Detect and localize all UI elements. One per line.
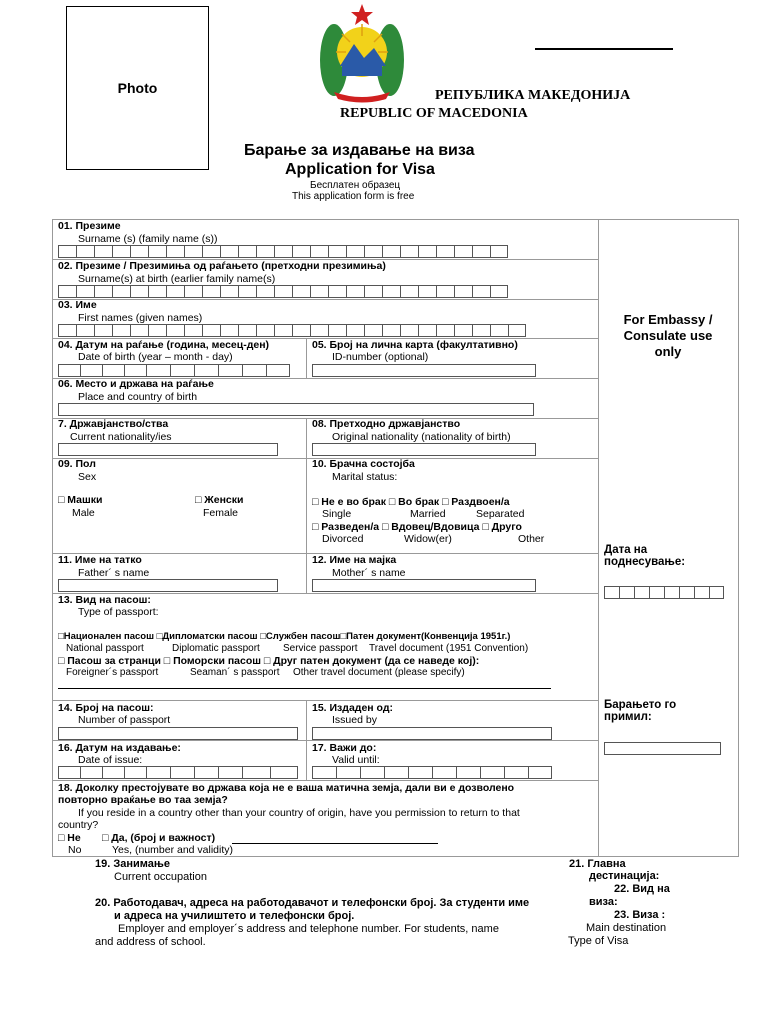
marital-status-row2-checkboxes[interactable]: □ Разведен/а □ Вдовец/Вдовица □ Друго — [312, 521, 522, 533]
coat-of-arms-emblem — [312, 2, 412, 106]
passport-service-label: Service passport — [283, 643, 358, 654]
return-permission-yes-checkbox[interactable]: □ Да, (број и важност) — [102, 832, 216, 844]
field-01-label: 01. Презиме — [58, 220, 121, 232]
place-of-birth-input[interactable] — [58, 403, 534, 416]
birth-surname-input-boxes[interactable] — [58, 285, 508, 298]
issued-by-input[interactable] — [312, 727, 552, 740]
field-20-label-line1: 20. Работодавач, адреса на работодавачот и телефонски број. За студенти име — [95, 897, 530, 909]
surname-input-boxes[interactable] — [58, 245, 508, 258]
marital-single-label: Single — [322, 508, 352, 520]
field-05-sublabel: ID-number (optional) — [332, 351, 429, 363]
passport-other-label: Other travel document (please specify) — [293, 667, 465, 678]
photo-box — [66, 6, 209, 170]
field-01-sublabel: Surname (s) (family name (s)) — [78, 233, 218, 245]
marital-separated-label: Separated — [476, 508, 525, 520]
field-20-sublabel-line1: Employer and employer´s address and telephone number. For students, name — [118, 923, 499, 935]
field-12-label: 12. Име на мајка — [312, 554, 397, 566]
field-07-sublabel: Current nationality/ies — [70, 431, 172, 443]
field-04-sublabel: Date of birth (year – month - day) — [78, 351, 233, 363]
field-19-sublabel: Current occupation — [114, 871, 207, 883]
field-16-sublabel: Date of issue: — [78, 754, 143, 766]
passport-diplomatic-label: Diplomatic passport — [172, 643, 260, 654]
marital-married-label: Married — [410, 508, 446, 520]
received-by-label: Барањето го примил: — [604, 699, 677, 723]
return-permission-yes-label: Yes, (number and validity) — [112, 844, 234, 856]
sex-male-checkbox[interactable]: □ Машки — [58, 494, 103, 506]
field-08-sublabel: Original nationality (nationality of birth) — [332, 431, 511, 443]
mother-name-input[interactable] — [312, 579, 536, 592]
current-nationality-input[interactable] — [58, 443, 278, 456]
marital-other-label: Other — [518, 533, 545, 545]
sex-female-label: Female — [203, 507, 239, 519]
country-name-mk: РЕПУБЛИКА МАКЕДОНИЈА — [435, 88, 631, 103]
date-of-issue-input-boxes[interactable] — [58, 766, 298, 779]
field-07-label: 7. Државјанство/ства — [58, 418, 169, 430]
field-21-label-line2: дестинација: — [589, 870, 660, 882]
return-permission-no-checkbox[interactable]: □ Не — [58, 832, 81, 844]
field-06-sublabel: Place and country of birth — [78, 391, 198, 403]
id-number-input[interactable] — [312, 364, 536, 377]
field-08-label: 08. Претходно државјанство — [312, 418, 461, 430]
field-22-label-line1: 22. Вид на — [614, 883, 670, 895]
signature-line — [535, 48, 673, 50]
field-18-label-line2: повторно враќање во таа земја? — [58, 794, 228, 806]
embassy-use-only-label: For Embassy / Consulate use only — [623, 312, 713, 359]
field-03-label: 03. Име — [58, 299, 97, 311]
field-22-sublabel: Type of Visa — [568, 935, 629, 947]
passport-type-row2-checkboxes[interactable]: □ Пасош за странци □ Поморски пасош □ Друг патен документ (да се наведе кој): — [58, 655, 480, 667]
free-note-mk: Бесплатен образец — [310, 180, 401, 191]
other-passport-specify-line[interactable] — [58, 688, 551, 689]
field-14-sublabel: Number of passport — [78, 714, 171, 726]
passport-foreigner-label: Foreigner´s passport — [66, 667, 159, 678]
field-20-label-line2: и адреса на училиштето и телефонски број. — [114, 910, 355, 922]
form-title-mk: Барање за издавање на виза — [244, 142, 475, 159]
sex-male-label: Male — [72, 507, 95, 519]
field-02-label: 02. Презиме / Презимиња од раѓањето (претходни презимиња) — [58, 260, 386, 272]
field-23-label: 23. Виза : — [614, 909, 666, 921]
field-22-label-line2: виза: — [589, 896, 618, 908]
submission-date-boxes[interactable] — [604, 586, 724, 599]
field-11-sublabel: Father´ s name — [78, 567, 150, 579]
first-names-input-boxes[interactable] — [58, 324, 526, 337]
passport-type-row1-checkboxes[interactable]: □Национален пасош □Дипломатски пасош □Службен пасош□Патен документ(Конвенција 1951г.) — [58, 631, 511, 642]
return-permission-no-label: No — [68, 844, 82, 856]
passport-national-label: National passport — [66, 643, 144, 654]
passport-seaman-label: Seaman´ s passport — [190, 667, 280, 678]
marital-divorced-label: Divorced — [322, 533, 364, 545]
field-05-label: 05. Број на лична карта (факултативно) — [312, 339, 518, 351]
photo-label: Photo — [117, 80, 158, 96]
field-17-label: 17. Важи до: — [312, 742, 377, 754]
marital-status-row1-checkboxes[interactable]: □ Не е во брак □ Во брак □ Раздвоен/а — [312, 496, 510, 508]
field-11-label: 11. Име на татко — [58, 554, 142, 566]
field-17-sublabel: Valid until: — [332, 754, 380, 766]
form-title-en: Application for Visa — [285, 161, 435, 178]
field-16-label: 16. Датум на издавање: — [58, 742, 181, 754]
field-13-sublabel: Type of passport: — [78, 606, 159, 618]
field-10-sublabel: Marital status: — [332, 471, 398, 483]
field-18-label-line1: 18. Доколку престојувате во држава која не е ваша матична земја, дали ви е дозволено — [58, 782, 515, 794]
field-09-label: 09. Пол — [58, 458, 96, 470]
received-by-input[interactable] — [604, 742, 721, 755]
father-name-input[interactable] — [58, 579, 278, 592]
field-21-sublabel: Main destination — [586, 922, 667, 934]
original-nationality-input[interactable] — [312, 443, 536, 456]
submission-date-label: Дата на поднесување: — [604, 544, 686, 568]
field-09-sublabel: Sex — [78, 471, 97, 483]
valid-until-input-boxes[interactable] — [312, 766, 552, 779]
field-06-label: 06. Место и држава на раѓање — [58, 378, 214, 390]
field-21-label-line1: 21. Главна — [569, 858, 626, 870]
passport-travel-doc-label: Travel document (1951 Convention) — [369, 643, 529, 654]
field-18-sublabel-line2: country? — [58, 819, 99, 831]
marital-widow-label: Widow(er) — [404, 533, 452, 545]
field-03-sublabel: First names (given names) — [78, 312, 203, 324]
date-of-birth-input-boxes[interactable] — [58, 364, 290, 377]
country-name-en: REPUBLIC OF MACEDONIA — [340, 106, 528, 121]
sex-female-checkbox[interactable]: □ Женски — [195, 494, 244, 506]
field-14-label: 14. Број на пасош: — [58, 702, 154, 714]
field-18-sublabel-line1: If you reside in a country other than your country of origin, have you permission to return to that — [78, 807, 520, 819]
field-02-sublabel: Surname(s) at birth (earlier family name(s) — [78, 273, 276, 285]
field-15-sublabel: Issued by — [332, 714, 377, 726]
field-10-label: 10. Брачна состојба — [312, 458, 415, 470]
field-12-sublabel: Mother´ s name — [332, 567, 406, 579]
return-permission-details-line[interactable] — [232, 843, 438, 844]
field-20-sublabel-line2: and address of school. — [95, 936, 206, 948]
field-13-label: 13. Вид на пасош: — [58, 594, 151, 606]
field-15-label: 15. Издаден од: — [312, 702, 393, 714]
field-19-label: 19. Занимање — [95, 858, 170, 870]
passport-number-input[interactable] — [58, 727, 298, 740]
free-note-en: This application form is free — [292, 191, 415, 202]
field-04-label: 04. Датум на раѓање (година, месец-ден) — [58, 339, 270, 351]
